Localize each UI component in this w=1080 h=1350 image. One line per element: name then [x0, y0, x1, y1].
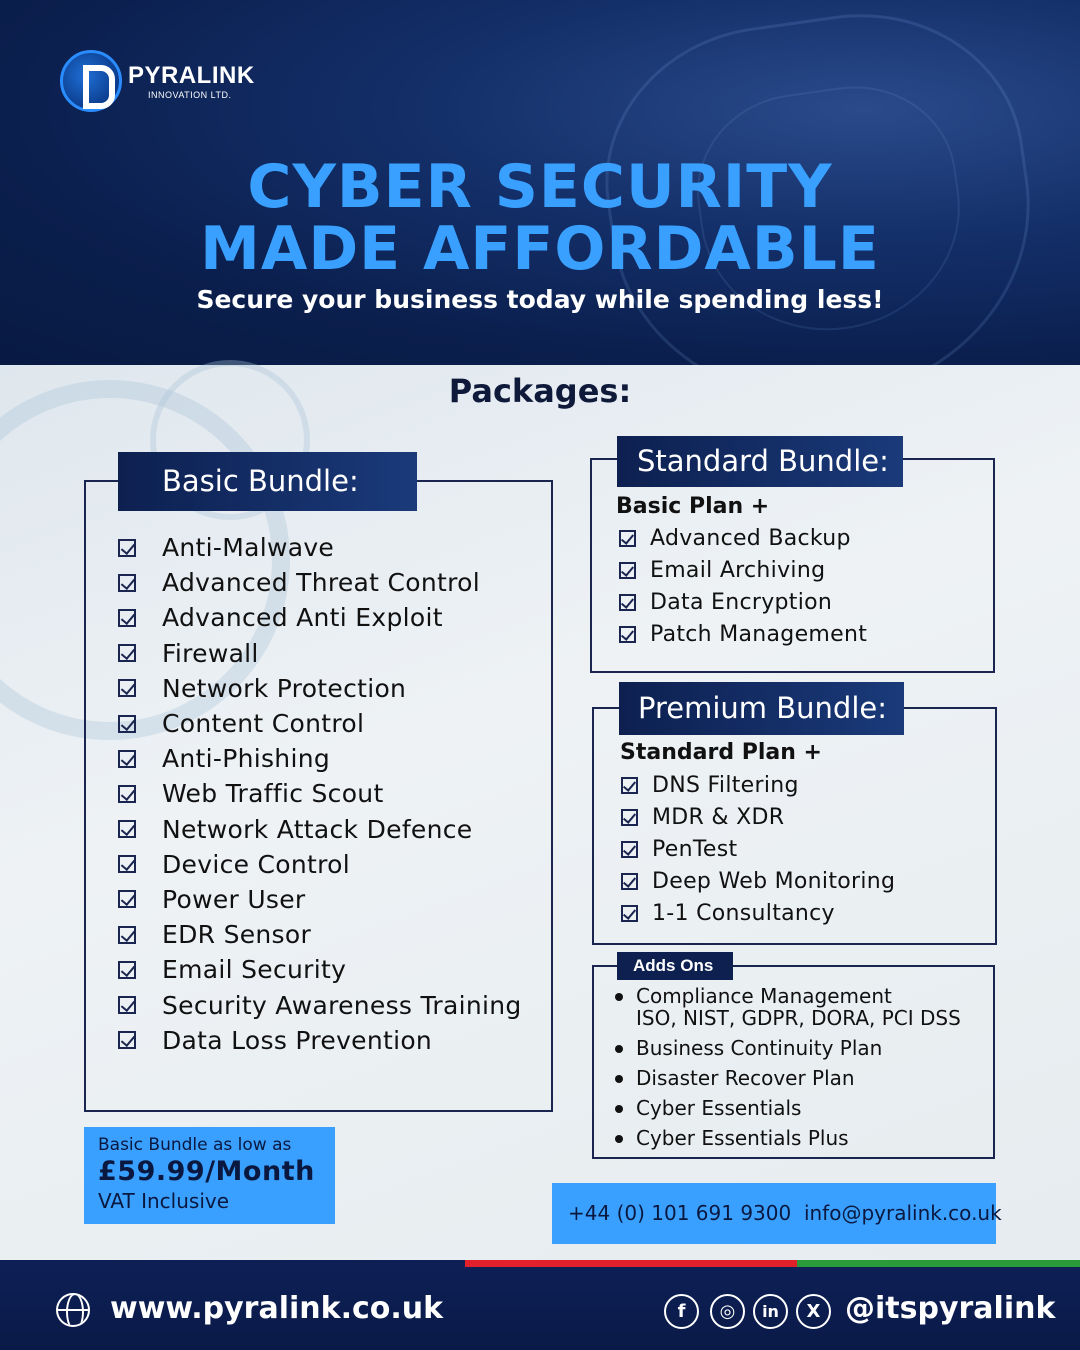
premium-bundle-item-label: DNS Filtering [652, 772, 799, 798]
basic-bundle-item [118, 706, 522, 741]
basic-bundle-item-label: Email Security [162, 955, 347, 985]
checkbox-checked-icon [621, 841, 638, 858]
basic-bundle-item [118, 776, 522, 811]
globe-icon [56, 1293, 90, 1327]
addon-label: Cyber Essentials Plus [636, 1126, 849, 1150]
price-vat-note: VAT Inclusive [98, 1189, 230, 1213]
checkbox-checked-icon [118, 539, 136, 557]
basic-bundle-item [118, 987, 522, 1022]
checkbox-checked-icon [118, 926, 136, 944]
price-amount: £59.99/Month [98, 1156, 315, 1187]
checkbox-checked-icon [619, 530, 636, 547]
addon-item [615, 1037, 961, 1059]
basic-bundle-item-label: Anti-Phishing [162, 744, 331, 774]
basic-bundle-item [118, 565, 522, 600]
addons-title: Adds Ons [617, 952, 733, 980]
basic-bundle-item-label: Content Control [162, 709, 365, 739]
checkbox-checked-icon [118, 961, 136, 979]
basic-bundle-item-label: Advanced Anti Exploit [162, 603, 443, 633]
contact-phone[interactable]: +44 (0) 101 691 9300 [568, 1201, 792, 1225]
premium-bundle-item [621, 897, 895, 929]
basic-bundle-item [118, 1023, 522, 1058]
premium-bundle-item-label: MDR & XDR [652, 804, 785, 830]
addon-sub-label: ISO, NIST, GDPR, DORA, PCI DSS [636, 1006, 961, 1030]
basic-bundle-item-label: Advanced Threat Control [162, 568, 480, 598]
checkbox-checked-icon [118, 609, 136, 627]
standard-bundle-list [619, 522, 867, 650]
logo-mark-icon [60, 50, 122, 112]
premium-bundle-list [621, 769, 895, 929]
footer-stripe-red [465, 1260, 797, 1267]
price-callout [84, 1127, 335, 1224]
premium-bundle-item-label: PenTest [652, 836, 738, 862]
basic-bundle-item [118, 882, 522, 917]
premium-bundle-item [621, 865, 895, 897]
basic-bundle-item-label: Data Loss Prevention [162, 1025, 433, 1055]
brand-sub: INNOVATION LTD. [148, 90, 232, 100]
standard-bundle-item-label: Data Encryption [650, 589, 833, 615]
basic-bundle-item [118, 847, 522, 882]
price-intro: Basic Bundle as low as [98, 1135, 292, 1155]
basic-bundle-item [118, 530, 522, 565]
checkbox-checked-icon [621, 905, 638, 922]
premium-bundle-item-label: 1-1 Consultancy [652, 900, 835, 926]
checkbox-checked-icon [621, 777, 638, 794]
addon-label: Cyber Essentials [636, 1096, 802, 1120]
standard-bundle-item-label: Email Archiving [650, 557, 826, 583]
basic-bundle-item-label: Firewall [162, 638, 259, 668]
x-icon[interactable]: X [796, 1294, 831, 1329]
standard-bundle-item [619, 554, 867, 586]
website-link[interactable]: www.pyralink.co.uk [110, 1291, 444, 1326]
addon-item [615, 1097, 961, 1119]
linkedin-icon[interactable]: in [753, 1294, 788, 1329]
basic-bundle-item-label: EDR Sensor [162, 920, 312, 950]
basic-bundle-item-label: Anti-Malwave [162, 533, 335, 563]
checkbox-checked-icon [118, 679, 136, 697]
checkbox-checked-icon [118, 996, 136, 1014]
footer-stripe-navy [0, 1260, 465, 1267]
checkbox-checked-icon [118, 644, 136, 662]
basic-bundle-item [118, 600, 522, 635]
instagram-icon[interactable]: ◎ [710, 1294, 745, 1329]
checkbox-checked-icon [621, 809, 638, 826]
basic-bundle-item [118, 917, 522, 952]
checkbox-checked-icon [118, 820, 136, 838]
basic-bundle-item [118, 671, 522, 706]
premium-bundle-item [621, 801, 895, 833]
checkbox-checked-icon [118, 715, 136, 733]
standard-bundle-item-label: Advanced Backup [650, 525, 851, 551]
addon-label: Business Continuity Plan [636, 1036, 883, 1060]
brand-name: PYRALINK [128, 62, 255, 89]
standard-bundle-item [619, 618, 867, 650]
contact-email[interactable]: info@pyralink.co.uk [803, 1201, 1002, 1225]
headline-line-2: MADE AFFORDABLE [200, 214, 880, 284]
premium-base-plan: Standard Plan + [620, 740, 822, 765]
checkbox-checked-icon [118, 785, 136, 803]
contact-bar [552, 1183, 1002, 1244]
standard-bundle-title: Standard Bundle: [617, 436, 903, 487]
checkbox-checked-icon [619, 562, 636, 579]
standard-bundle-item [619, 586, 867, 618]
checkbox-checked-icon [118, 890, 136, 908]
checkbox-checked-icon [118, 750, 136, 768]
basic-bundle-title: Basic Bundle: [118, 452, 417, 511]
packages-title: Packages: [448, 372, 632, 410]
checkbox-checked-icon [118, 1031, 136, 1049]
basic-bundle-list [118, 530, 522, 1058]
basic-bundle-item-label: Web Traffic Scout [162, 779, 384, 809]
basic-bundle-item-label: Power User [162, 884, 306, 914]
checkbox-checked-icon [118, 855, 136, 873]
addon-label: Disaster Recover Plan [636, 1066, 855, 1090]
brand-logo [60, 50, 255, 112]
basic-bundle-item [118, 636, 522, 671]
basic-bundle-item [118, 812, 522, 847]
headline-line-1: CYBER SECURITY [247, 152, 833, 222]
footer-stripe-green [797, 1260, 1080, 1267]
logo-text [128, 62, 255, 100]
basic-bundle-item-label: Network Protection [162, 673, 407, 703]
social-handle[interactable]: @itspyralink [845, 1291, 1056, 1326]
basic-bundle-item-label: Network Attack Defence [162, 814, 473, 844]
standard-base-plan: Basic Plan + [616, 494, 770, 519]
premium-bundle-item [621, 833, 895, 865]
premium-bundle-title: Premium Bundle: [619, 682, 904, 735]
checkbox-checked-icon [619, 594, 636, 611]
addon-item [615, 985, 961, 1029]
addons-list [615, 985, 961, 1157]
standard-bundle-item [619, 522, 867, 554]
addon-item [615, 1067, 961, 1089]
addon-item [615, 1127, 961, 1149]
basic-bundle-item-label: Device Control [162, 849, 351, 879]
basic-bundle-item [118, 741, 522, 776]
hero-subtitle: Secure your business today while spending less! [196, 285, 884, 314]
checkbox-checked-icon [621, 873, 638, 890]
facebook-icon[interactable]: f [664, 1294, 699, 1329]
checkbox-checked-icon [118, 574, 136, 592]
basic-bundle-item-label: Security Awareness Training [162, 990, 522, 1020]
standard-bundle-item-label: Patch Management [650, 621, 868, 647]
premium-bundle-item [621, 769, 895, 801]
checkbox-checked-icon [619, 626, 636, 643]
basic-bundle-item [118, 952, 522, 987]
addon-label: Compliance Management [636, 984, 892, 1008]
premium-bundle-item-label: Deep Web Monitoring [652, 868, 896, 894]
